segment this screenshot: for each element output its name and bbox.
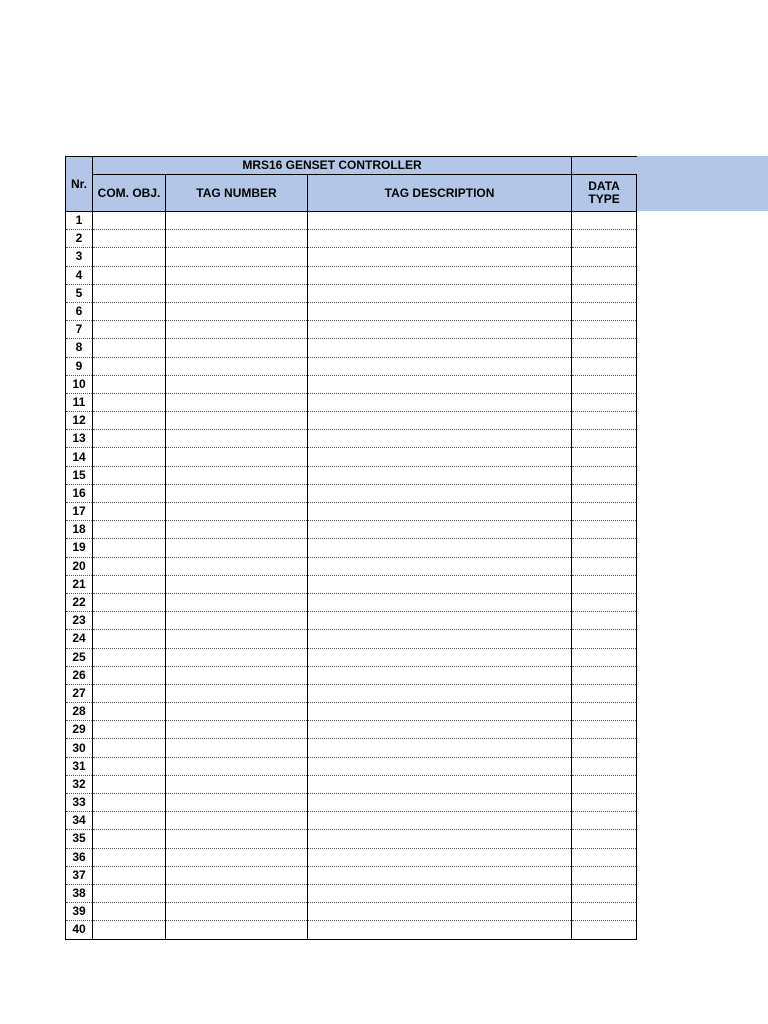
com-obj-cell[interactable] <box>93 212 166 230</box>
row-number-cell: 16 <box>66 484 93 502</box>
data-type-cell[interactable] <box>572 830 637 848</box>
row-number-cell: 31 <box>66 757 93 775</box>
com-obj-column-header: COM. OBJ. <box>93 175 166 212</box>
tag-number-cell[interactable] <box>166 448 308 466</box>
com-obj-cell[interactable] <box>93 266 166 284</box>
tag-description-cell[interactable] <box>308 521 572 539</box>
tag-description-cell[interactable] <box>308 266 572 284</box>
row-number-cell: 22 <box>66 593 93 611</box>
data-type-cell[interactable] <box>572 721 637 739</box>
data-type-cell[interactable] <box>572 703 637 721</box>
row-number-cell: 27 <box>66 684 93 702</box>
com-obj-cell[interactable] <box>93 830 166 848</box>
data-type-cell[interactable] <box>572 593 637 611</box>
row-number-cell: 38 <box>66 884 93 902</box>
data-type-cell[interactable] <box>572 430 637 448</box>
com-obj-cell[interactable] <box>93 848 166 866</box>
table-row <box>66 721 637 739</box>
tag-number-cell[interactable] <box>166 703 308 721</box>
tag-number-cell[interactable] <box>166 848 308 866</box>
row-number-cell: 28 <box>66 703 93 721</box>
tag-description-cell[interactable] <box>308 684 572 702</box>
data-type-cell[interactable] <box>572 248 637 266</box>
tag-number-cell[interactable] <box>166 212 308 230</box>
tag-number-column-header: TAG NUMBER <box>166 175 308 212</box>
tag-number-cell[interactable] <box>166 593 308 611</box>
table-row <box>66 339 637 357</box>
table-row <box>66 921 637 939</box>
table-row <box>66 757 637 775</box>
data-type-cell[interactable] <box>572 794 637 812</box>
row-number-cell: 9 <box>66 357 93 375</box>
tag-number-cell[interactable] <box>166 266 308 284</box>
data-type-cell[interactable] <box>572 212 637 230</box>
row-number-cell: 26 <box>66 666 93 684</box>
tag-description-cell[interactable] <box>308 775 572 793</box>
tag-description-cell[interactable] <box>308 648 572 666</box>
tag-description-cell[interactable] <box>308 739 572 757</box>
tag-number-cell[interactable] <box>166 248 308 266</box>
com-obj-cell[interactable] <box>93 302 166 320</box>
tag-description-cell[interactable] <box>308 412 572 430</box>
com-obj-cell[interactable] <box>93 484 166 502</box>
tag-list-table <box>65 156 637 940</box>
tag-number-cell[interactable] <box>166 757 308 775</box>
table-row <box>66 830 637 848</box>
row-number-cell: 13 <box>66 430 93 448</box>
data-type-cell[interactable] <box>572 503 637 521</box>
com-obj-cell[interactable] <box>93 575 166 593</box>
tag-number-cell[interactable] <box>166 430 308 448</box>
table-row <box>66 648 637 666</box>
data-type-cell[interactable] <box>572 230 637 248</box>
data-type-column-header <box>572 175 637 212</box>
table-row <box>66 248 637 266</box>
data-type-cell[interactable] <box>572 484 637 502</box>
com-obj-cell[interactable] <box>93 684 166 702</box>
row-number-cell: 10 <box>66 375 93 393</box>
data-type-cell[interactable] <box>572 666 637 684</box>
com-obj-cell[interactable] <box>93 866 166 884</box>
row-number-cell: 20 <box>66 557 93 575</box>
tag-description-cell[interactable] <box>308 866 572 884</box>
table-row <box>66 775 637 793</box>
data-type-cell[interactable] <box>572 321 637 339</box>
com-obj-cell[interactable] <box>93 466 166 484</box>
data-type-cell[interactable] <box>572 812 637 830</box>
tag-description-cell[interactable] <box>308 539 572 557</box>
tag-description-cell[interactable] <box>308 393 572 411</box>
com-obj-cell[interactable] <box>93 503 166 521</box>
row-number-cell: 25 <box>66 648 93 666</box>
com-obj-cell[interactable] <box>93 339 166 357</box>
data-type-cell[interactable] <box>572 521 637 539</box>
com-obj-cell[interactable] <box>93 357 166 375</box>
data-type-header-line2: TYPE <box>588 192 620 206</box>
table-row <box>66 266 637 284</box>
table-row <box>66 593 637 611</box>
table-row <box>66 448 637 466</box>
data-type-cell[interactable] <box>572 448 637 466</box>
tag-number-cell[interactable] <box>166 412 308 430</box>
row-number-cell: 21 <box>66 575 93 593</box>
tag-description-cell[interactable] <box>308 448 572 466</box>
row-number-cell: 12 <box>66 412 93 430</box>
com-obj-cell[interactable] <box>93 794 166 812</box>
tag-number-cell[interactable] <box>166 794 308 812</box>
tag-description-cell[interactable] <box>308 302 572 320</box>
table-row <box>66 794 637 812</box>
tag-number-cell[interactable] <box>166 393 308 411</box>
tag-number-cell[interactable] <box>166 230 308 248</box>
data-type-cell[interactable] <box>572 921 637 939</box>
tag-number-cell[interactable] <box>166 684 308 702</box>
tag-number-cell[interactable] <box>166 503 308 521</box>
data-type-cell[interactable] <box>572 266 637 284</box>
tag-description-cell[interactable] <box>308 630 572 648</box>
tag-description-cell[interactable] <box>308 612 572 630</box>
tag-description-cell[interactable] <box>308 830 572 848</box>
row-number-cell: 4 <box>66 266 93 284</box>
com-obj-cell[interactable] <box>93 430 166 448</box>
row-number-cell: 35 <box>66 830 93 848</box>
com-obj-cell[interactable] <box>93 321 166 339</box>
row-number-cell: 33 <box>66 794 93 812</box>
tag-description-cell[interactable] <box>308 848 572 866</box>
tag-description-cell[interactable] <box>308 666 572 684</box>
row-number-cell: 17 <box>66 503 93 521</box>
tag-description-cell[interactable] <box>308 339 572 357</box>
com-obj-cell[interactable] <box>93 557 166 575</box>
data-type-cell[interactable] <box>572 903 637 921</box>
tag-number-cell[interactable] <box>166 921 308 939</box>
row-number-cell: 1 <box>66 212 93 230</box>
tag-description-cell[interactable] <box>308 248 572 266</box>
com-obj-cell[interactable] <box>93 812 166 830</box>
tag-description-cell[interactable] <box>308 466 572 484</box>
tag-number-cell[interactable] <box>166 739 308 757</box>
tag-description-cell[interactable] <box>308 503 572 521</box>
table-title: MRS16 GENSET CONTROLLER <box>93 157 572 175</box>
table-row <box>66 430 637 448</box>
tag-description-cell[interactable] <box>308 703 572 721</box>
data-type-cell[interactable] <box>572 557 637 575</box>
tag-description-cell[interactable] <box>308 593 572 611</box>
tag-description-cell[interactable] <box>308 375 572 393</box>
table-row <box>66 703 637 721</box>
row-number-cell: 40 <box>66 921 93 939</box>
tag-number-cell[interactable] <box>166 903 308 921</box>
tag-number-cell[interactable] <box>166 666 308 684</box>
data-type-header-line1: DATA <box>588 179 620 193</box>
data-type-cell[interactable] <box>572 775 637 793</box>
tag-number-cell[interactable] <box>166 466 308 484</box>
data-type-cell[interactable] <box>572 630 637 648</box>
tag-description-cell[interactable] <box>308 903 572 921</box>
tag-number-cell[interactable] <box>166 648 308 666</box>
row-number-cell: 36 <box>66 848 93 866</box>
table-row <box>66 284 637 302</box>
table-row <box>66 684 637 702</box>
tag-number-cell[interactable] <box>166 284 308 302</box>
table-row <box>66 666 637 684</box>
row-number-cell: 6 <box>66 302 93 320</box>
data-type-cell[interactable] <box>572 357 637 375</box>
tag-description-cell[interactable] <box>308 575 572 593</box>
row-number-cell: 39 <box>66 903 93 921</box>
data-type-cell[interactable] <box>572 866 637 884</box>
com-obj-cell[interactable] <box>93 648 166 666</box>
com-obj-cell[interactable] <box>93 248 166 266</box>
title-right-cell <box>572 157 637 175</box>
table-row <box>66 539 637 557</box>
tag-number-cell[interactable] <box>166 612 308 630</box>
com-obj-cell[interactable] <box>93 393 166 411</box>
row-number-cell: 29 <box>66 721 93 739</box>
tag-number-cell[interactable] <box>166 375 308 393</box>
data-type-cell[interactable] <box>572 539 637 557</box>
data-type-cell[interactable] <box>572 684 637 702</box>
com-obj-cell[interactable] <box>93 593 166 611</box>
table-row <box>66 484 637 502</box>
tag-description-cell[interactable] <box>308 794 572 812</box>
tag-number-cell[interactable] <box>166 575 308 593</box>
data-type-cell[interactable] <box>572 848 637 866</box>
com-obj-cell[interactable] <box>93 612 166 630</box>
data-type-cell[interactable] <box>572 284 637 302</box>
row-number-cell: 37 <box>66 866 93 884</box>
table-row <box>66 903 637 921</box>
tag-description-cell[interactable] <box>308 757 572 775</box>
tag-number-cell[interactable] <box>166 721 308 739</box>
tag-description-cell[interactable] <box>308 284 572 302</box>
data-type-cell[interactable] <box>572 393 637 411</box>
table-row <box>66 375 637 393</box>
table-row <box>66 866 637 884</box>
tag-description-cell[interactable] <box>308 812 572 830</box>
table-row <box>66 321 637 339</box>
row-number-cell: 18 <box>66 521 93 539</box>
table-row <box>66 212 637 230</box>
com-obj-cell[interactable] <box>93 703 166 721</box>
row-number-cell: 23 <box>66 612 93 630</box>
com-obj-cell[interactable] <box>93 521 166 539</box>
tag-number-cell[interactable] <box>166 812 308 830</box>
row-number-cell: 5 <box>66 284 93 302</box>
com-obj-cell[interactable] <box>93 448 166 466</box>
data-type-cell[interactable] <box>572 884 637 902</box>
tag-number-cell[interactable] <box>166 866 308 884</box>
row-number-cell: 3 <box>66 248 93 266</box>
com-obj-cell[interactable] <box>93 284 166 302</box>
tag-number-cell[interactable] <box>166 884 308 902</box>
nr-column-header: Nr. <box>66 157 93 212</box>
com-obj-cell[interactable] <box>93 721 166 739</box>
tag-number-cell[interactable] <box>166 521 308 539</box>
com-obj-cell[interactable] <box>93 921 166 939</box>
tag-number-cell[interactable] <box>166 321 308 339</box>
row-number-cell: 34 <box>66 812 93 830</box>
table-body <box>66 212 637 940</box>
tag-description-cell[interactable] <box>308 921 572 939</box>
row-number-cell: 8 <box>66 339 93 357</box>
row-number-cell: 14 <box>66 448 93 466</box>
row-number-cell: 15 <box>66 466 93 484</box>
tag-number-cell[interactable] <box>166 339 308 357</box>
com-obj-cell[interactable] <box>93 412 166 430</box>
tag-number-cell[interactable] <box>166 484 308 502</box>
table-row <box>66 630 637 648</box>
table-row <box>66 521 637 539</box>
data-type-cell[interactable] <box>572 575 637 593</box>
com-obj-cell[interactable] <box>93 903 166 921</box>
tag-description-cell[interactable] <box>308 230 572 248</box>
tag-description-cell[interactable] <box>308 721 572 739</box>
tag-number-cell[interactable] <box>166 302 308 320</box>
tag-description-cell[interactable] <box>308 357 572 375</box>
table-row <box>66 230 637 248</box>
com-obj-cell[interactable] <box>93 230 166 248</box>
tag-description-cell[interactable] <box>308 430 572 448</box>
data-type-cell[interactable] <box>572 412 637 430</box>
data-type-cell[interactable] <box>572 612 637 630</box>
table-row <box>66 884 637 902</box>
table-row <box>66 557 637 575</box>
com-obj-cell[interactable] <box>93 375 166 393</box>
com-obj-cell[interactable] <box>93 775 166 793</box>
table-row <box>66 302 637 320</box>
data-type-cell[interactable] <box>572 339 637 357</box>
tag-number-cell[interactable] <box>166 357 308 375</box>
table-row <box>66 739 637 757</box>
tag-number-cell[interactable] <box>166 630 308 648</box>
table-row <box>66 503 637 521</box>
tag-description-cell[interactable] <box>308 557 572 575</box>
com-obj-cell[interactable] <box>93 884 166 902</box>
tag-number-cell[interactable] <box>166 557 308 575</box>
com-obj-cell[interactable] <box>93 757 166 775</box>
table-row <box>66 412 637 430</box>
row-number-cell: 24 <box>66 630 93 648</box>
row-number-cell: 7 <box>66 321 93 339</box>
data-type-cell[interactable] <box>572 757 637 775</box>
header-fill-extension <box>636 156 768 211</box>
table-row <box>66 466 637 484</box>
data-type-cell[interactable] <box>572 466 637 484</box>
tag-description-cell[interactable] <box>308 484 572 502</box>
com-obj-cell[interactable] <box>93 630 166 648</box>
data-type-cell[interactable] <box>572 302 637 320</box>
data-type-cell[interactable] <box>572 375 637 393</box>
tag-number-cell[interactable] <box>166 775 308 793</box>
row-number-cell: 19 <box>66 539 93 557</box>
table-row <box>66 357 637 375</box>
table-row <box>66 612 637 630</box>
row-number-cell: 30 <box>66 739 93 757</box>
row-number-cell: 2 <box>66 230 93 248</box>
row-number-cell: 11 <box>66 393 93 411</box>
tag-description-cell[interactable] <box>308 321 572 339</box>
table-row <box>66 575 637 593</box>
row-number-cell: 32 <box>66 775 93 793</box>
tag-description-cell[interactable] <box>308 884 572 902</box>
com-obj-cell[interactable] <box>93 666 166 684</box>
com-obj-cell[interactable] <box>93 539 166 557</box>
data-type-cell[interactable] <box>572 739 637 757</box>
table-row <box>66 848 637 866</box>
tag-number-cell[interactable] <box>166 539 308 557</box>
tag-description-cell[interactable] <box>308 212 572 230</box>
com-obj-cell[interactable] <box>93 739 166 757</box>
tag-number-cell[interactable] <box>166 830 308 848</box>
tag-description-column-header: TAG DESCRIPTION <box>308 175 572 212</box>
table-row <box>66 393 637 411</box>
table-row <box>66 812 637 830</box>
data-type-cell[interactable] <box>572 648 637 666</box>
